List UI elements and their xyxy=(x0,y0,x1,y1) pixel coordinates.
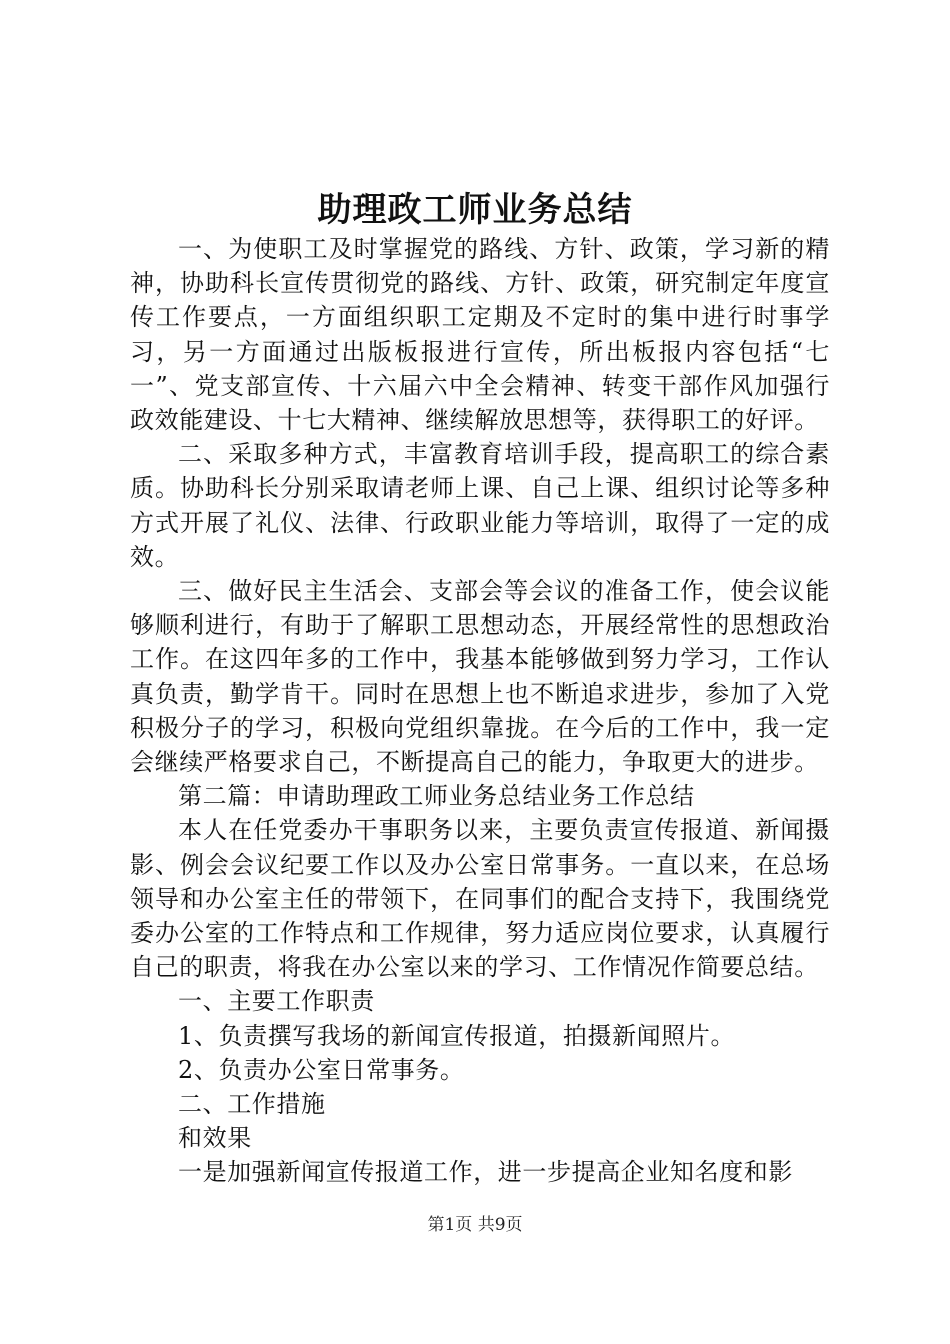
duty-item-1: 1、负责撰写我场的新闻宣传报道，拍摄新闻照片。 xyxy=(178,1021,736,1050)
duty-item-2: 2、负责办公室日常事务。 xyxy=(178,1055,465,1084)
section-heading-part-two: 第二篇：申请助理政工师业务总结业务工作总结 xyxy=(178,782,695,811)
subheading-measures-continued: 和效果 xyxy=(178,1124,252,1153)
document-title: 助理政工师业务总结 xyxy=(317,190,633,230)
paragraph-2: 二、采取多种方式，丰富教育培训手段，提高职工的综合素质。协助科长分别采取请老师上课、自己上课、组织讨论等多种方式开展了礼仪、法律、行政职业能力等培训，取得了一定的成效。 xyxy=(130,440,830,571)
paragraph-3: 三、做好民主生活会、支部会等会议的准备工作，使会议能够顺利进行，有助于了解职工思想动态，开展经常性的思想政治工作。在这四年多的工作中，我基本能够做到努力学习，工作认真负责，勤学肯干。同时在思想上也不断追求进步，参加了入党积极分子的学习，积极向党组织靠拢。在今后的工作中，我一定会继续严格要求自己，不断提高自己的能力，争取更大的进步。 xyxy=(130,577,830,777)
subheading-measures: 二、工作措施 xyxy=(178,1090,326,1119)
subheading-main-duties: 一、主要工作职责 xyxy=(178,987,375,1016)
paragraph-1: 一、为使职工及时掌握党的路线、方针、政策，学习新的精神，协助科长宣传贯彻党的路线、方针、政策，研究制定年度宣传工作要点，一方面组织职工定期及不定时的集中进行时事学习，另一方面通过出版板报进行宣传，所出板报内容包括“七一”、党支部宣传、十六届六中全会精神、转变干部作风加强行政效能建设、十七大精神、继续解放思想等，获得职工的好评。 xyxy=(130,235,830,435)
document-body xyxy=(130,232,830,1190)
page-footer: 第1页 共9页 xyxy=(427,1215,523,1235)
paragraph-4: 本人在任党委办干事职务以来，主要负责宣传报道、新闻摄影、例会会议纪要工作以及办公室日常事务。一直以来，在总场领导和办公室主任的带领下，在同事们的配合支持下，我围绕党委办公室的工作特点和工作规律，努力适应岗位要求，认真履行自己的职责，将我在办公室以来的学习、工作情况作简要总结。 xyxy=(130,816,830,982)
paragraph-5: 一是加强新闻宣传报道工作，进一步提高企业知名度和影 xyxy=(178,1158,793,1187)
